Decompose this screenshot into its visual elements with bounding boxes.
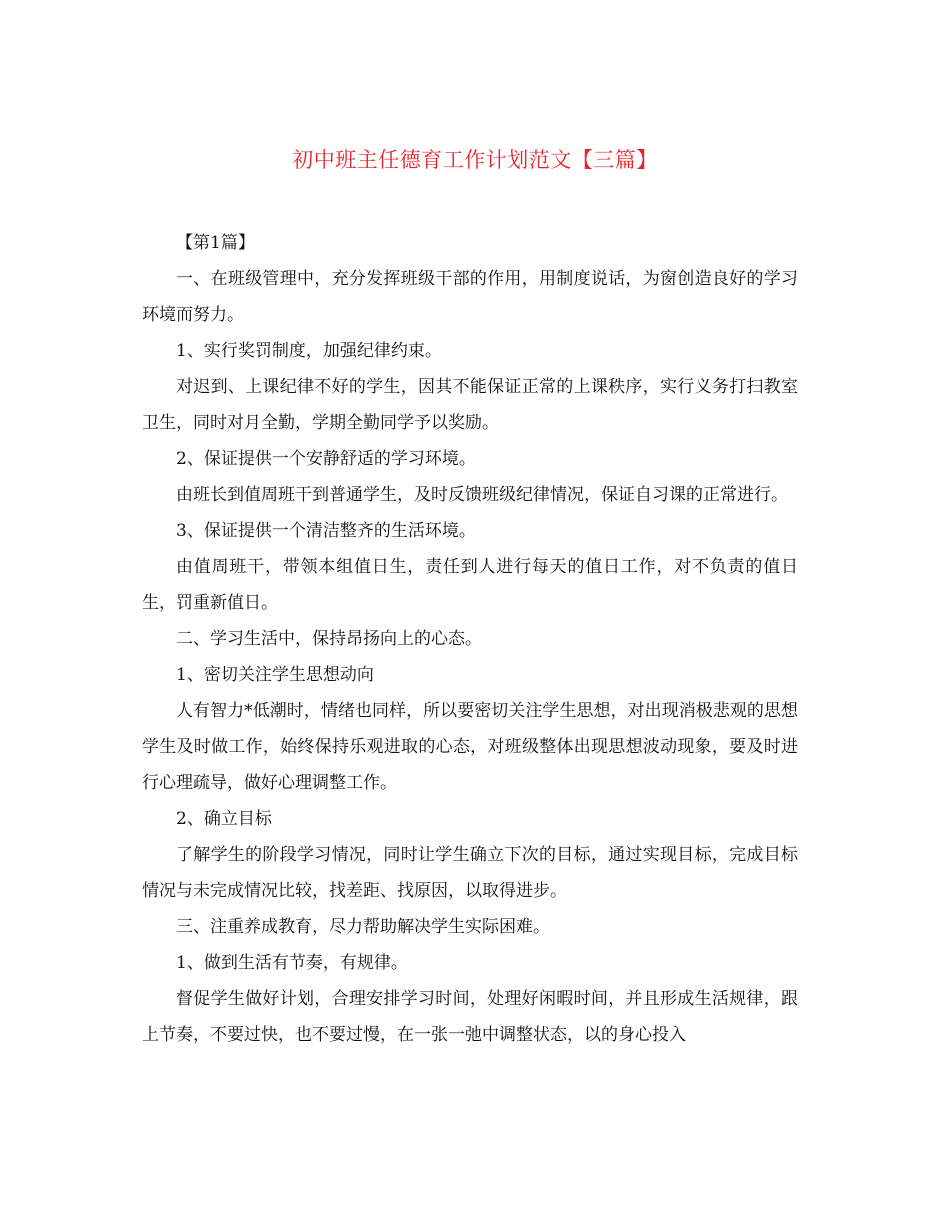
paragraph: 【第1篇】 xyxy=(176,233,255,253)
paragraph: 督促学生做好计划，合理安排学习时间，处理好闲暇时间，并且形成生活规律，跟上节奏，不要过快，也不要过慢，在一张一弛中调整状态，以的身心投入 xyxy=(142,989,798,1045)
paragraph: 了解学生的阶段学习情况，同时让学生确立下次的目标，通过实现目标，完成目标情况与未完成情况比较，找差距、找原因，以取得进步。 xyxy=(142,845,798,901)
paragraph: 由值周班干，带领本组值日生，责任到人进行每天的值日工作，对不负责的值日生，罚重新值日。 xyxy=(142,557,798,613)
paragraph: 1、做到生活有节奏，有规律。 xyxy=(176,953,408,973)
paragraph: 2、确立目标 xyxy=(176,809,272,829)
paragraph: 人有智力*低潮时，情绪也同样，所以要密切关注学生思想，对出现消极悲观的思想学生及时做工作，始终保持乐观进取的心态，对班级整体出现思想波动现象，要及时进行心理疏导，做好心理调整工作。 xyxy=(142,701,798,793)
paragraph: 3、保证提供一个清洁整齐的生活环境。 xyxy=(176,521,476,541)
document-title: 初中班主任德育工作计划范文【三篇】 xyxy=(292,148,658,172)
paragraph: 对迟到、上课纪律不好的学生，因其不能保证正常的上课秩序，实行义务打扫教室卫生，同时对月全勤，学期全勤同学予以奖励。 xyxy=(142,377,798,433)
paragraph: 一、在班级管理中，充分发挥班级干部的作用，用制度说话，为窗创造良好的学习环境而努力。 xyxy=(142,269,798,325)
paragraph: 1、实行奖罚制度，加强纪律约束。 xyxy=(176,341,442,361)
paragraph: 2、保证提供一个安静舒适的学习环境。 xyxy=(176,449,476,469)
paragraph: 二、学习生活中，保持昂扬向上的心态。 xyxy=(176,629,482,649)
document-body xyxy=(142,225,798,1053)
paragraph: 三、注重养成教育，尽力帮助解决学生实际困难。 xyxy=(176,917,550,937)
paragraph: 1、密切关注学生思想动向 xyxy=(176,665,374,685)
paragraph: 由班长到值周班干到普通学生，及时反馈班级纪律情况，保证自习课的正常进行。 xyxy=(176,485,788,505)
